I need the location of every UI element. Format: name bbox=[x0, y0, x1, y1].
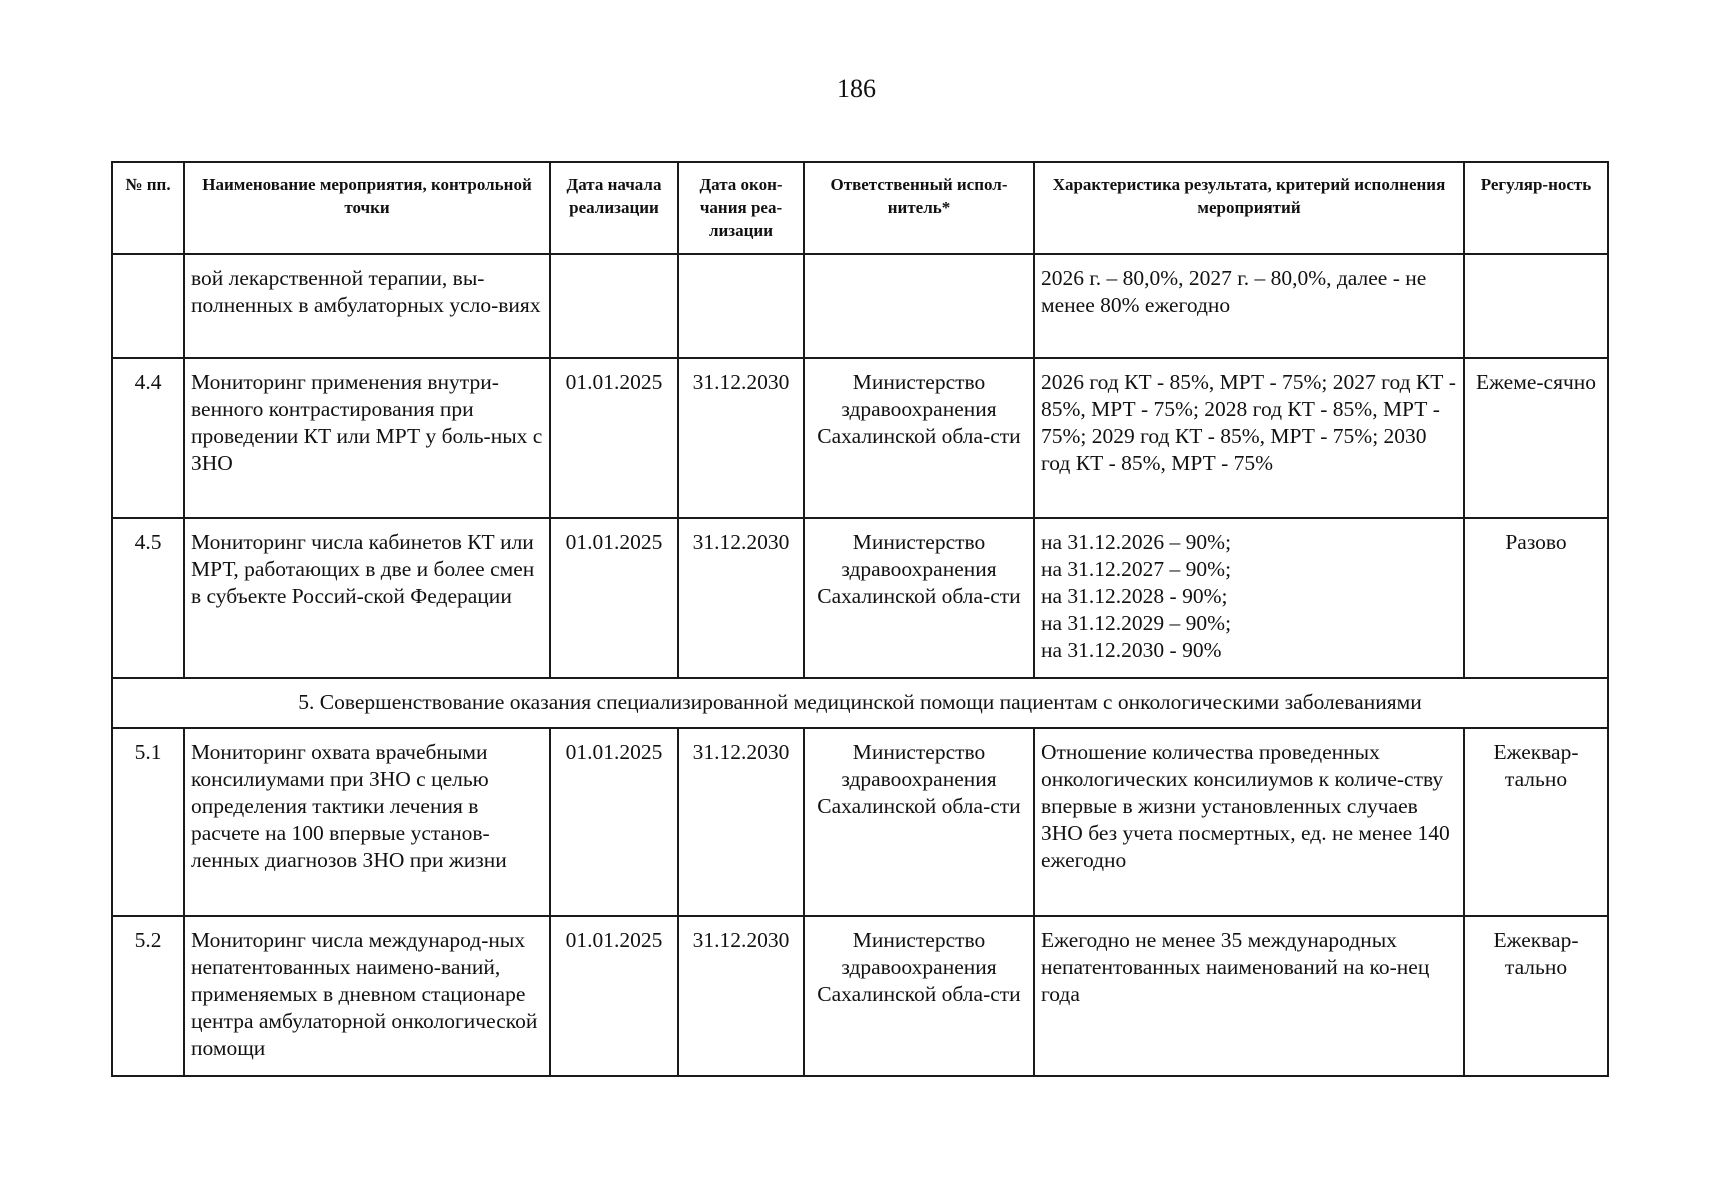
cell-characteristic: 2026 г. – 80,0%, 2027 г. – 80,0%, далее - не менее 80% ежегодно bbox=[1034, 254, 1464, 358]
cell-regularity: Разово bbox=[1464, 518, 1608, 678]
cell-end-date: 31.12.2030 bbox=[678, 728, 804, 916]
header-row bbox=[112, 162, 1608, 254]
cell-num: 5.2 bbox=[112, 916, 184, 1076]
cell-name: Мониторинг числа международ-ных непатентованных наимено-ваний, применяемых в дневном стационаре центра амбулаторной онкологической помощи bbox=[184, 916, 550, 1076]
cell-name: Мониторинг числа кабинетов КТ или МРТ, работающих в две и более смен в субъекте Россий-ской Федерации bbox=[184, 518, 550, 678]
header-num: № пп. bbox=[112, 162, 184, 254]
header-characteristic: Характеристика результата, критерий исполнения мероприятий bbox=[1034, 162, 1464, 254]
cell-executor: Министерство здравоохранения Сахалинской обла-сти bbox=[804, 916, 1034, 1076]
cell-name: вой лекарственной терапии, вы-полненных в амбулаторных усло-виях bbox=[184, 254, 550, 358]
header-name: Наименование мероприятия, контрольной точки bbox=[184, 162, 550, 254]
cell-characteristic: на 31.12.2026 – 90%; на 31.12.2027 – 90%; на 31.12.2028 - 90%; на 31.12.2029 – 90%; на 31.12.2030 - 90% bbox=[1034, 518, 1464, 678]
cell-regularity: Ежеквар-тально bbox=[1464, 916, 1608, 1076]
header-regularity: Регуляр-ность bbox=[1464, 162, 1608, 254]
page-number: 186 bbox=[837, 74, 876, 103]
cell-num: 5.1 bbox=[112, 728, 184, 916]
table-row bbox=[112, 728, 1608, 916]
cell-start-date: 01.01.2025 bbox=[550, 728, 678, 916]
cell-executor: Министерство здравоохранения Сахалинской обла-сти bbox=[804, 358, 1034, 518]
cell-start-date: 01.01.2025 bbox=[550, 358, 678, 518]
section-heading: 5. Совершенствование оказания специализированной медицинской помощи пациентам с онкологическими заболеваниями bbox=[112, 678, 1608, 728]
cell-end-date: 31.12.2030 bbox=[678, 916, 804, 1076]
cell-regularity: Ежеквар-тально bbox=[1464, 728, 1608, 916]
cell-regularity: Ежеме-сячно bbox=[1464, 358, 1608, 518]
table-row bbox=[112, 916, 1608, 1076]
cell-start-date: 01.01.2025 bbox=[550, 916, 678, 1076]
section-row bbox=[112, 678, 1608, 728]
table-row bbox=[112, 254, 1608, 358]
table-row bbox=[112, 358, 1608, 518]
header-end-date: Дата окон-чания реа-лизации bbox=[678, 162, 804, 254]
cell-regularity bbox=[1464, 254, 1608, 358]
cell-characteristic: 2026 год КТ - 85%, МРТ - 75%; 2027 год КТ - 85%, МРТ - 75%; 2028 год КТ - 85%, МРТ - 75%; 2029 год КТ - 85%, МРТ - 75%; 2030 год КТ - 85%, МРТ - 75% bbox=[1034, 358, 1464, 518]
header-executor: Ответственный испол-нитель* bbox=[804, 162, 1034, 254]
cell-end-date: 31.12.2030 bbox=[678, 518, 804, 678]
cell-characteristic: Отношение количества проведенных онкологических консилиумов к количе-ству впервые в жизни установленных случаев ЗНО без учета посмертных, ед. не менее 140 ежегодно bbox=[1034, 728, 1464, 916]
cell-start-date: 01.01.2025 bbox=[550, 518, 678, 678]
cell-num: 4.5 bbox=[112, 518, 184, 678]
cell-characteristic: Ежегодно не менее 35 международных непатентованных наименований на ко-нец года bbox=[1034, 916, 1464, 1076]
cell-end-date bbox=[678, 254, 804, 358]
cell-name: Мониторинг применения внутри-венного контрастирования при проведении КТ или МРТ у боль-ных с ЗНО bbox=[184, 358, 550, 518]
cell-name: Мониторинг охвата врачебными консилиумами при ЗНО с целью определения тактики лечения в расчете на 100 впервые установ-ленных диагнозов ЗНО при жизни bbox=[184, 728, 550, 916]
activities-table bbox=[111, 161, 1609, 1077]
header-start-date: Дата начала реализации bbox=[550, 162, 678, 254]
table-row bbox=[112, 518, 1608, 678]
cell-num bbox=[112, 254, 184, 358]
cell-executor bbox=[804, 254, 1034, 358]
cell-executor: Министерство здравоохранения Сахалинской обла-сти bbox=[804, 728, 1034, 916]
cell-executor: Министерство здравоохранения Сахалинской обла-сти bbox=[804, 518, 1034, 678]
cell-num: 4.4 bbox=[112, 358, 184, 518]
cell-end-date: 31.12.2030 bbox=[678, 358, 804, 518]
cell-start-date bbox=[550, 254, 678, 358]
